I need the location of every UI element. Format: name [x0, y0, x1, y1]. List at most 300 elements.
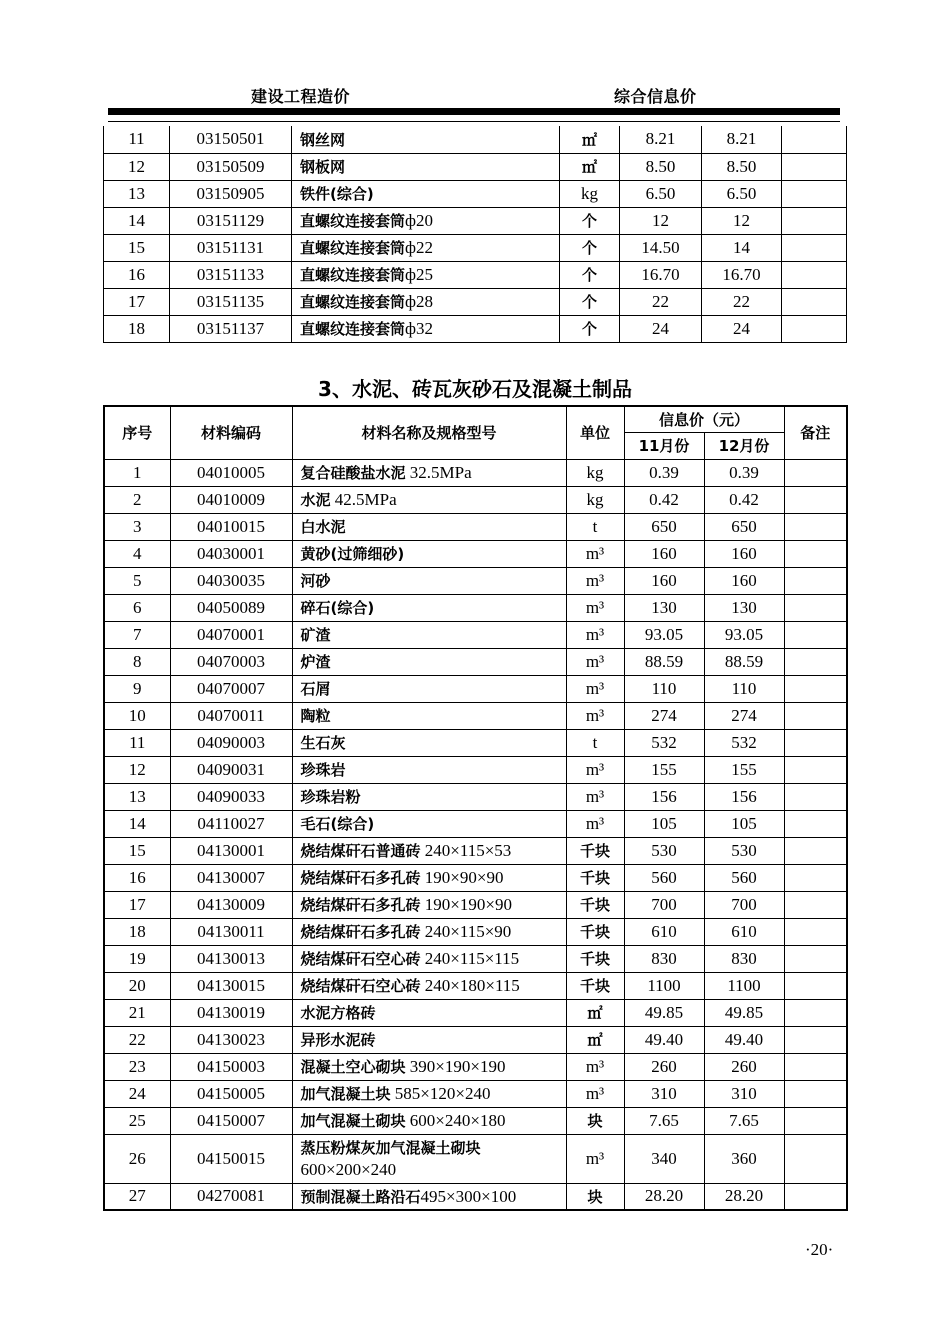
cell-price-nov: 650 — [624, 513, 704, 540]
cell-no: 4 — [104, 540, 170, 567]
header-price: 信息价（元） — [624, 406, 784, 432]
cell-price-dec: 1100 — [704, 972, 784, 999]
cell-price-nov: 93.05 — [624, 621, 704, 648]
cell-no: 7 — [104, 621, 170, 648]
cell-price-nov: 8.50 — [620, 153, 702, 180]
cell-note — [784, 729, 847, 756]
cell-note — [784, 783, 847, 810]
cell-price-nov: 16.70 — [620, 261, 702, 288]
material-name: 蒸压粉煤灰加气混凝土砌块 — [300, 1138, 481, 1157]
cell-name — [292, 315, 560, 342]
cell-name — [292, 1026, 566, 1053]
cell-name — [292, 918, 566, 945]
cell-no: 6 — [104, 594, 170, 621]
cell-no: 15 — [104, 234, 170, 261]
cell-price-dec: 105 — [704, 810, 784, 837]
cell-name — [292, 756, 566, 783]
material-name: 烧结煤矸石空心砖 — [300, 977, 421, 995]
cell-price-dec: 274 — [704, 702, 784, 729]
material-name: 钢板网 — [300, 158, 346, 176]
cell-code: 04030035 — [170, 567, 292, 594]
material-spec: 240×115×53 — [420, 841, 512, 860]
cell-note — [782, 207, 847, 234]
table-row — [104, 837, 847, 864]
cell-name — [292, 126, 560, 153]
cell-no: 24 — [104, 1080, 170, 1107]
material-name: 直螺纹连接套筒 — [300, 320, 406, 338]
table-row — [104, 1134, 847, 1183]
cell-code: 04270081 — [170, 1183, 292, 1210]
cell-note — [784, 648, 847, 675]
table-row — [104, 288, 847, 315]
cell-code: 04130015 — [170, 972, 292, 999]
cell-unit: 个 — [560, 315, 620, 342]
cell-price-nov: 105 — [624, 810, 704, 837]
cell-unit: 块 — [566, 1107, 624, 1134]
cell-price-dec: 0.42 — [704, 486, 784, 513]
cell-unit: 千块 — [566, 837, 624, 864]
table-row — [104, 864, 847, 891]
cell-price-dec: 8.21 — [702, 126, 782, 153]
material-name: 混凝土空心砌块 — [300, 1058, 406, 1076]
cell-price-nov: 130 — [624, 594, 704, 621]
cell-name — [292, 999, 566, 1026]
cell-code: 04150005 — [170, 1080, 292, 1107]
cell-name — [292, 1053, 566, 1080]
running-header-right: 综合信息价 — [614, 87, 697, 106]
material-name: 黄砂(过筛细砂) — [300, 545, 405, 563]
cell-name — [292, 729, 566, 756]
cell-price-nov: 532 — [624, 729, 704, 756]
cell-code: 04110027 — [170, 810, 292, 837]
cell-code: 04130013 — [170, 945, 292, 972]
cell-unit: 千块 — [566, 864, 624, 891]
cell-note — [782, 288, 847, 315]
cell-unit: m³ — [566, 621, 624, 648]
cell-code: 04010015 — [170, 513, 292, 540]
cell-no: 20 — [104, 972, 170, 999]
cell-code: 04150003 — [170, 1053, 292, 1080]
cell-price-dec: 160 — [704, 540, 784, 567]
cell-no: 18 — [104, 918, 170, 945]
cell-price-nov: 160 — [624, 540, 704, 567]
cell-unit: ㎡ — [566, 1026, 624, 1053]
cell-name — [292, 594, 566, 621]
material-spec: 600×240×180 — [405, 1111, 506, 1130]
cell-unit: 千块 — [566, 945, 624, 972]
cell-unit: 个 — [560, 261, 620, 288]
cell-note — [784, 1080, 847, 1107]
cell-name — [292, 945, 566, 972]
table-row — [104, 756, 847, 783]
material-name: 珍珠岩粉 — [300, 788, 361, 806]
cell-name — [292, 621, 566, 648]
cell-price-dec: 12 — [702, 207, 782, 234]
cell-code: 03150501 — [170, 126, 292, 153]
material-spec: ф20 — [405, 211, 434, 230]
cell-price-dec: 830 — [704, 945, 784, 972]
cell-price-dec: 0.39 — [704, 459, 784, 486]
cell-code: 04150007 — [170, 1107, 292, 1134]
cell-price-dec: 156 — [704, 783, 784, 810]
table-row — [104, 999, 847, 1026]
cell-no: 14 — [104, 810, 170, 837]
material-spec: 42.5MPa — [330, 490, 397, 509]
cell-no: 18 — [104, 315, 170, 342]
table-row — [104, 729, 847, 756]
cell-name — [292, 1183, 566, 1210]
cell-note — [782, 261, 847, 288]
material-name: 毛石(综合) — [300, 815, 375, 833]
cell-price-nov: 49.40 — [624, 1026, 704, 1053]
cell-name — [292, 648, 566, 675]
cell-price-dec: 110 — [704, 675, 784, 702]
cell-name — [292, 513, 566, 540]
material-spec: 495×300×100 — [420, 1186, 517, 1206]
table-row — [104, 1183, 847, 1210]
material-name: 烧结煤矸石普通砖 — [300, 842, 421, 860]
cell-price-nov: 1100 — [624, 972, 704, 999]
cell-price-nov: 110 — [624, 675, 704, 702]
material-name: 直螺纹连接套筒 — [300, 212, 406, 230]
material-spec: 240×115×90 — [420, 922, 512, 941]
table-row — [104, 261, 847, 288]
cell-no: 16 — [104, 864, 170, 891]
cell-note — [784, 1134, 847, 1183]
cell-unit: 千块 — [566, 972, 624, 999]
running-header-left: 建设工程造价 — [251, 87, 351, 106]
cell-no: 5 — [104, 567, 170, 594]
material-name: 复合硅酸盐水泥 — [300, 464, 406, 482]
cell-no: 12 — [104, 153, 170, 180]
table-row — [104, 918, 847, 945]
material-name: 水泥 — [300, 491, 331, 509]
cell-code: 04150015 — [170, 1134, 292, 1183]
cell-note — [784, 1026, 847, 1053]
material-spec: ф28 — [405, 292, 434, 311]
cell-price-dec: 610 — [704, 918, 784, 945]
cell-note — [784, 1107, 847, 1134]
table-row — [104, 207, 847, 234]
material-name: 烧结煤矸石多孔砖 — [300, 896, 421, 914]
cell-unit: ㎡ — [560, 126, 620, 153]
cell-code: 03150509 — [170, 153, 292, 180]
cell-name — [292, 1107, 566, 1134]
cell-no: 15 — [104, 837, 170, 864]
cell-price-dec: 88.59 — [704, 648, 784, 675]
section-title: 3、水泥、砖瓦灰砂石及混凝土制品 — [318, 377, 632, 401]
cell-price-dec: 532 — [704, 729, 784, 756]
cell-note — [784, 1183, 847, 1210]
cell-price-nov: 700 — [624, 891, 704, 918]
cell-no: 19 — [104, 945, 170, 972]
cell-code: 04130023 — [170, 1026, 292, 1053]
cell-unit: m³ — [566, 783, 624, 810]
cell-code: 04130009 — [170, 891, 292, 918]
cell-price-nov: 6.50 — [620, 180, 702, 207]
cell-price-nov: 260 — [624, 1053, 704, 1080]
material-name: 河砂 — [300, 572, 331, 590]
material-name: 生石灰 — [300, 734, 346, 752]
cell-unit: m³ — [566, 1080, 624, 1107]
cell-note — [784, 567, 847, 594]
cell-price-nov: 8.21 — [620, 126, 702, 153]
header-rule-thick — [108, 108, 840, 115]
cell-price-dec: 8.50 — [702, 153, 782, 180]
cell-unit: 个 — [560, 234, 620, 261]
table-row — [104, 234, 847, 261]
header-note: 备注 — [784, 406, 847, 459]
cell-price-nov: 49.85 — [624, 999, 704, 1026]
material-name: 铁件(综合) — [300, 185, 374, 203]
cell-note — [784, 459, 847, 486]
cell-no: 14 — [104, 207, 170, 234]
cell-name — [292, 153, 560, 180]
header-no: 序号 — [104, 406, 170, 459]
cell-code: 04090031 — [170, 756, 292, 783]
material-name: 白水泥 — [300, 518, 346, 536]
cell-name — [292, 288, 560, 315]
cell-name — [292, 783, 566, 810]
material-spec: 240×180×115 — [420, 976, 520, 995]
cell-no: 17 — [104, 891, 170, 918]
material-name: 矿渣 — [300, 626, 331, 644]
table-row — [104, 945, 847, 972]
cell-no: 3 — [104, 513, 170, 540]
cell-price-nov: 88.59 — [624, 648, 704, 675]
cell-price-dec: 310 — [704, 1080, 784, 1107]
cell-price-nov: 155 — [624, 756, 704, 783]
cell-name — [292, 567, 566, 594]
cell-name — [292, 1134, 566, 1183]
table-row — [104, 459, 847, 486]
table-row — [104, 675, 847, 702]
cell-note — [784, 513, 847, 540]
cell-code: 04070001 — [170, 621, 292, 648]
material-name: 碎石(综合) — [300, 599, 375, 617]
cell-name — [292, 180, 560, 207]
cell-unit: m³ — [566, 702, 624, 729]
cell-unit: m³ — [566, 567, 624, 594]
material-spec: ф32 — [405, 319, 434, 338]
cell-price-nov: 160 — [624, 567, 704, 594]
material-name: 直螺纹连接套筒 — [300, 266, 406, 284]
cell-name — [292, 972, 566, 999]
cell-price-dec: 24 — [702, 315, 782, 342]
material-spec: 600×200×240 — [300, 1159, 397, 1179]
cell-code: 04090003 — [170, 729, 292, 756]
cell-note — [784, 810, 847, 837]
cell-price-dec: 16.70 — [702, 261, 782, 288]
cell-price-nov: 830 — [624, 945, 704, 972]
table-row — [104, 891, 847, 918]
cell-price-dec: 49.40 — [704, 1026, 784, 1053]
cell-name — [292, 261, 560, 288]
cell-price-dec: 93.05 — [704, 621, 784, 648]
cell-no: 11 — [104, 729, 170, 756]
cell-unit: ㎡ — [560, 153, 620, 180]
cell-name — [292, 891, 566, 918]
cell-price-nov: 310 — [624, 1080, 704, 1107]
cell-unit: m³ — [566, 1134, 624, 1183]
cell-name — [292, 540, 566, 567]
cell-price-dec: 49.85 — [704, 999, 784, 1026]
table-continued-metals — [103, 126, 847, 343]
cell-note — [782, 180, 847, 207]
cell-unit: 千块 — [566, 891, 624, 918]
table-row — [104, 972, 847, 999]
cell-price-nov: 22 — [620, 288, 702, 315]
cell-code: 03151131 — [170, 234, 292, 261]
cell-price-nov: 7.65 — [624, 1107, 704, 1134]
cell-code: 04130007 — [170, 864, 292, 891]
cell-unit: m³ — [566, 810, 624, 837]
table-row — [104, 648, 847, 675]
cell-price-nov: 28.20 — [624, 1183, 704, 1210]
table-row — [104, 540, 847, 567]
cell-code: 04070007 — [170, 675, 292, 702]
cell-note — [782, 153, 847, 180]
table-row — [104, 783, 847, 810]
cell-no: 16 — [104, 261, 170, 288]
cell-price-dec: 28.20 — [704, 1183, 784, 1210]
cell-name — [292, 702, 566, 729]
cell-unit: 个 — [560, 207, 620, 234]
table-row — [104, 486, 847, 513]
cell-price-dec: 530 — [704, 837, 784, 864]
cell-price-nov: 156 — [624, 783, 704, 810]
cell-unit: m³ — [566, 648, 624, 675]
material-name: 加气混凝土砌块 — [300, 1112, 406, 1130]
cell-no: 17 — [104, 288, 170, 315]
table-cement-brick-stone — [103, 405, 848, 1211]
cell-note — [784, 486, 847, 513]
cell-code: 04130011 — [170, 918, 292, 945]
cell-price-nov: 14.50 — [620, 234, 702, 261]
table-row — [104, 594, 847, 621]
cell-name — [292, 234, 560, 261]
cell-note — [782, 315, 847, 342]
material-name: 陶粒 — [300, 707, 331, 725]
cell-no: 13 — [104, 783, 170, 810]
cell-name — [292, 675, 566, 702]
cell-name — [292, 459, 566, 486]
header-name: 材料名称及规格型号 — [292, 406, 566, 459]
material-spec: 585×120×240 — [390, 1084, 491, 1103]
material-spec: 32.5MPa — [405, 463, 472, 482]
material-name: 烧结煤矸石多孔砖 — [300, 869, 421, 887]
cell-note — [784, 702, 847, 729]
material-name: 烧结煤矸石多孔砖 — [300, 923, 421, 941]
table-row — [104, 153, 847, 180]
cell-price-dec: 160 — [704, 567, 784, 594]
cell-note — [784, 540, 847, 567]
cell-unit: ㎡ — [566, 999, 624, 1026]
cell-name — [292, 837, 566, 864]
material-spec: ф22 — [405, 238, 434, 257]
cell-code: 03150905 — [170, 180, 292, 207]
material-name: 水泥方格砖 — [300, 1004, 376, 1022]
cell-no: 2 — [104, 486, 170, 513]
cell-unit: kg — [566, 459, 624, 486]
cell-no: 25 — [104, 1107, 170, 1134]
cell-name — [292, 207, 560, 234]
material-spec: 240×115×115 — [420, 949, 520, 968]
cell-price-nov: 274 — [624, 702, 704, 729]
cell-unit: m³ — [566, 675, 624, 702]
cell-note — [784, 864, 847, 891]
material-name: 炉渣 — [300, 653, 331, 671]
cell-price-nov: 12 — [620, 207, 702, 234]
cell-note — [782, 126, 847, 153]
cell-note — [784, 1053, 847, 1080]
cell-price-dec: 22 — [702, 288, 782, 315]
header-code: 材料编码 — [170, 406, 292, 459]
cell-code: 03151129 — [170, 207, 292, 234]
cell-no: 13 — [104, 180, 170, 207]
cell-code: 04010005 — [170, 459, 292, 486]
cell-price-dec: 14 — [702, 234, 782, 261]
material-name: 烧结煤矸石空心砖 — [300, 950, 421, 968]
cell-price-dec: 6.50 — [702, 180, 782, 207]
table-row — [104, 1107, 847, 1134]
cell-code: 03151135 — [170, 288, 292, 315]
cell-no: 1 — [104, 459, 170, 486]
cell-no: 9 — [104, 675, 170, 702]
cell-price-dec: 260 — [704, 1053, 784, 1080]
table-row — [104, 315, 847, 342]
page-number: ·20· — [805, 1240, 834, 1259]
cell-price-dec: 130 — [704, 594, 784, 621]
cell-note — [784, 675, 847, 702]
table-row — [104, 702, 847, 729]
cell-name — [292, 864, 566, 891]
material-name: 预制混凝土路沿石 — [300, 1187, 421, 1206]
material-name: 钢丝网 — [300, 130, 346, 149]
cell-name — [292, 486, 566, 513]
cell-code: 03151133 — [170, 261, 292, 288]
header-rule-thin — [108, 121, 840, 122]
table-row — [104, 1026, 847, 1053]
material-name: 珍珠岩 — [300, 761, 346, 779]
table-row — [104, 1080, 847, 1107]
cell-code: 04050089 — [170, 594, 292, 621]
cell-code: 03151137 — [170, 315, 292, 342]
header-unit: 单位 — [566, 406, 624, 459]
cell-code: 04130019 — [170, 999, 292, 1026]
cell-note — [782, 234, 847, 261]
material-spec: 190×90×90 — [420, 868, 504, 887]
cell-unit: 块 — [566, 1183, 624, 1210]
cell-unit: m³ — [566, 540, 624, 567]
cell-note — [784, 972, 847, 999]
cell-price-dec: 650 — [704, 513, 784, 540]
cell-price-nov: 0.42 — [624, 486, 704, 513]
cell-note — [784, 999, 847, 1026]
cell-price-dec: 560 — [704, 864, 784, 891]
cell-note — [784, 837, 847, 864]
cell-no: 8 — [104, 648, 170, 675]
cell-price-nov: 530 — [624, 837, 704, 864]
cell-code: 04090033 — [170, 783, 292, 810]
material-name: 异形水泥砖 — [300, 1031, 376, 1049]
cell-unit: t — [566, 513, 624, 540]
cell-code: 04010009 — [170, 486, 292, 513]
cell-note — [784, 621, 847, 648]
cell-price-dec: 7.65 — [704, 1107, 784, 1134]
table-row — [104, 1053, 847, 1080]
table-row — [104, 126, 847, 153]
